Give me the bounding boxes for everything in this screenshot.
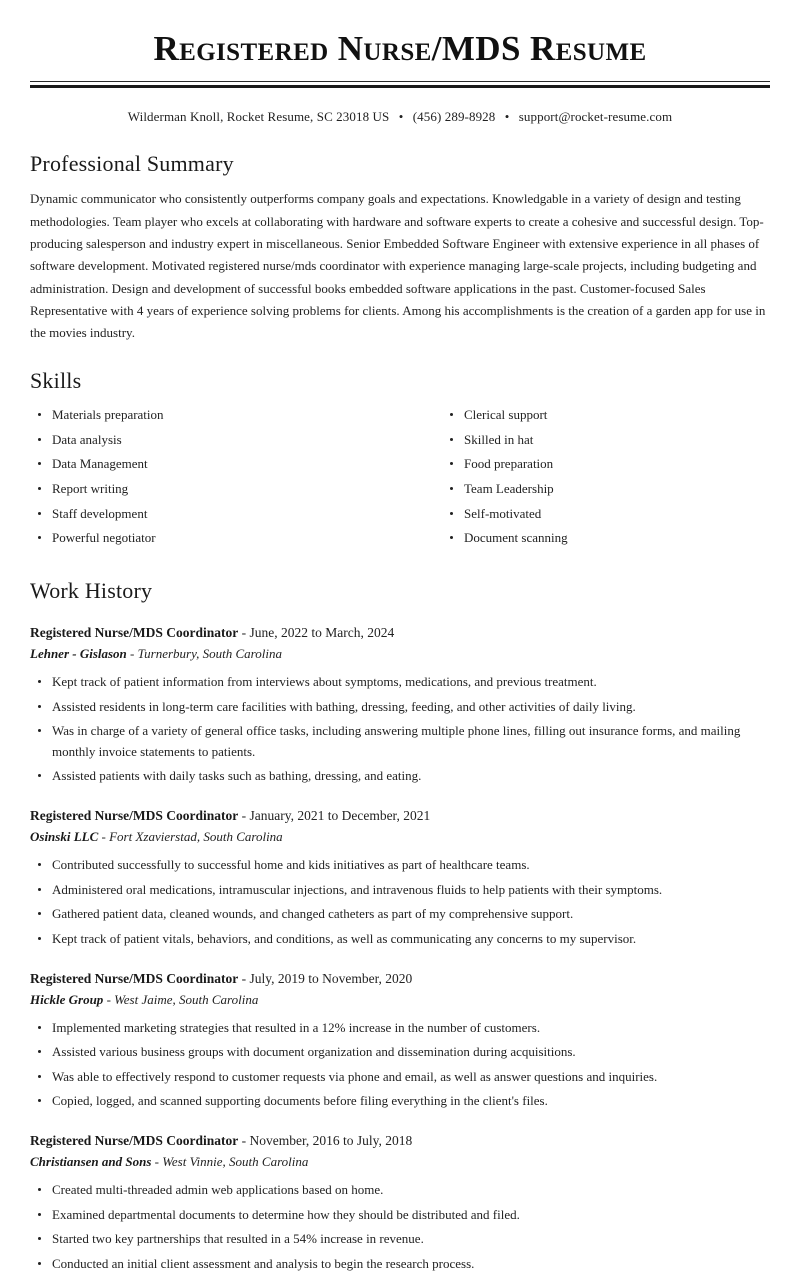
job-company-line [30,990,770,1010]
job-responsibilities [30,855,770,949]
list-item: Contributed successfully to successful home and kids initiatives as part of healthcare teams. [30,855,770,876]
contact-address: Wilderman Knoll, Rocket Resume, SC 23018 US [127,109,390,125]
list-item: Staff development [30,505,400,523]
job-title: Registered Nurse/MDS Coordinator [30,970,239,986]
list-item: Materials preparation [30,406,400,424]
list-item: Food preparation [442,455,770,473]
job-separator: - [241,807,247,823]
contact-separator-2: • [504,109,510,125]
list-item: Report writing [30,480,400,498]
job-responsibilities [30,1180,770,1274]
contact-separator-1: • [398,109,404,125]
skills-column-left [30,406,400,554]
list-item: Created multi-threaded admin web applications based on home. [30,1180,770,1201]
job-title-line [30,1131,770,1151]
professional-summary-text: Dynamic communicator who consistently outperforms company goals and expectations. Knowledgable in a variety of design and testing methodologies. Team player who excels at collaborating with hardware and software experts to create a cohesive and successful design. Top-producing salesperson and industry expert in miscellaneous. Senior Embedded Software Engineer with extensive experience in all phases of software development. Motivated registered nurse/mds coordinator with experience managing large-scale projects, including budgeting and administration. Design and development of successful books embedded software applications in the past. Customer-focused Sales Representative with 4 years of experience solving problems for clients. Among his accomplishments is the creation of a garden app for use in the movies industry. [30,191,766,341]
job-separator: - [241,1133,247,1149]
work-history-entry [30,1131,770,1275]
job-dates: November, 2016 to July, 2018 [249,1133,413,1149]
job-dates: July, 2019 to November, 2020 [249,970,413,986]
job-dates: January, 2021 to December, 2021 [249,807,431,823]
work-history-entry [30,623,770,787]
list-item: Gathered patient data, cleaned wounds, and changed catheters as part of my comprehensive support. [30,904,770,925]
company-name: Christiansen and Sons [30,1154,152,1170]
job-location: Turnerbury, South Carolina [137,646,282,662]
section-heading-work-history: Work History [30,577,153,603]
list-item: Self-motivated [442,505,770,523]
job-title-line [30,806,770,826]
company-name: Osinski LLC [30,829,99,845]
contact-email[interactable]: support@rocket-resume.com [518,109,673,125]
list-item: Assisted various business groups with document organization and dissemination during acquisitions. [30,1042,770,1063]
list-item: Powerful negotiator [30,529,400,547]
work-history-entry [30,969,770,1113]
job-title: Registered Nurse/MDS Coordinator [30,1133,239,1149]
list-item: Document scanning [442,529,770,547]
skills-columns [30,406,770,554]
divider-line-bottom [30,85,770,88]
list-item: Assisted patients with daily tasks such as bathing, dressing, and eating. [30,766,770,787]
job-title-line [30,969,770,989]
skills-column-right [400,406,770,554]
list-item: Data Management [30,455,400,473]
job-separator: - [241,624,247,640]
company-name: Lehner - Gislason [30,646,127,662]
job-dates: June, 2022 to March, 2024 [249,624,395,640]
list-item: Skilled in hat [442,431,770,449]
list-item: Administered oral medications, intramuscular injections, and intravenous fluids to help patients with their symptoms. [30,880,770,901]
contact-phone: (456) 289-8928 [412,109,496,125]
list-item: Data analysis [30,431,400,449]
job-location: West Vinnie, South Carolina [162,1154,309,1170]
company-separator: - [130,646,135,662]
job-separator: - [241,970,247,986]
list-item: Assisted residents in long-term care facilities with bathing, dressing, feeding, and other activities of daily living. [30,697,770,718]
section-heading-professional-summary: Professional Summary [30,151,234,177]
company-separator: - [154,1154,159,1170]
list-item: Started two key partnerships that resulted in a 54% increase in revenue. [30,1229,770,1250]
list-item: Examined departmental documents to determine how they should be distributed and filed. [30,1205,770,1226]
job-title-line [30,623,770,643]
list-item: Was in charge of a variety of general office tasks, including answering multiple phone lines, filling out insurance forms, and mailing monthly invoice statements to patients. [30,721,770,762]
job-company-line [30,644,770,664]
work-history-entry [30,806,770,950]
job-title: Registered Nurse/MDS Coordinator [30,807,239,823]
job-title: Registered Nurse/MDS Coordinator [30,624,239,640]
skills-list-left [30,406,400,548]
job-company-line [30,1152,770,1172]
list-item: Conducted an initial client assessment and analysis to begin the research process. [30,1254,770,1275]
section-heading-skills: Skills [30,367,82,393]
list-item: Copied, logged, and scanned supporting documents before filing everything in the client's files. [30,1091,770,1112]
job-responsibilities [30,672,770,787]
company-separator: - [101,829,106,845]
job-company-line [30,827,770,847]
job-location: Fort Xzavierstad, South Carolina [109,829,283,845]
list-item: Kept track of patient vitals, behaviors, and conditions, as well as communicating any concerns to my supervisor. [30,929,770,950]
list-item: Implemented marketing strategies that resulted in a 12% increase in the number of customers. [30,1018,770,1039]
company-separator: - [106,991,111,1007]
job-responsibilities [30,1018,770,1112]
list-item: Clerical support [442,406,770,424]
header-divider [30,81,770,88]
company-name: Hickle Group [30,991,104,1007]
page-title: Registered Nurse/MDS Resume [153,29,647,68]
job-location: West Jaime, South Carolina [114,991,259,1007]
list-item: Team Leadership [442,480,770,498]
list-item: Was able to effectively respond to customer requests via phone and email, as well as answer questions and inquiries. [30,1067,770,1088]
contact-line [30,109,770,125]
skills-list-right [442,406,770,548]
list-item: Kept track of patient information from interviews about symptoms, medications, and previous treatment. [30,672,770,693]
